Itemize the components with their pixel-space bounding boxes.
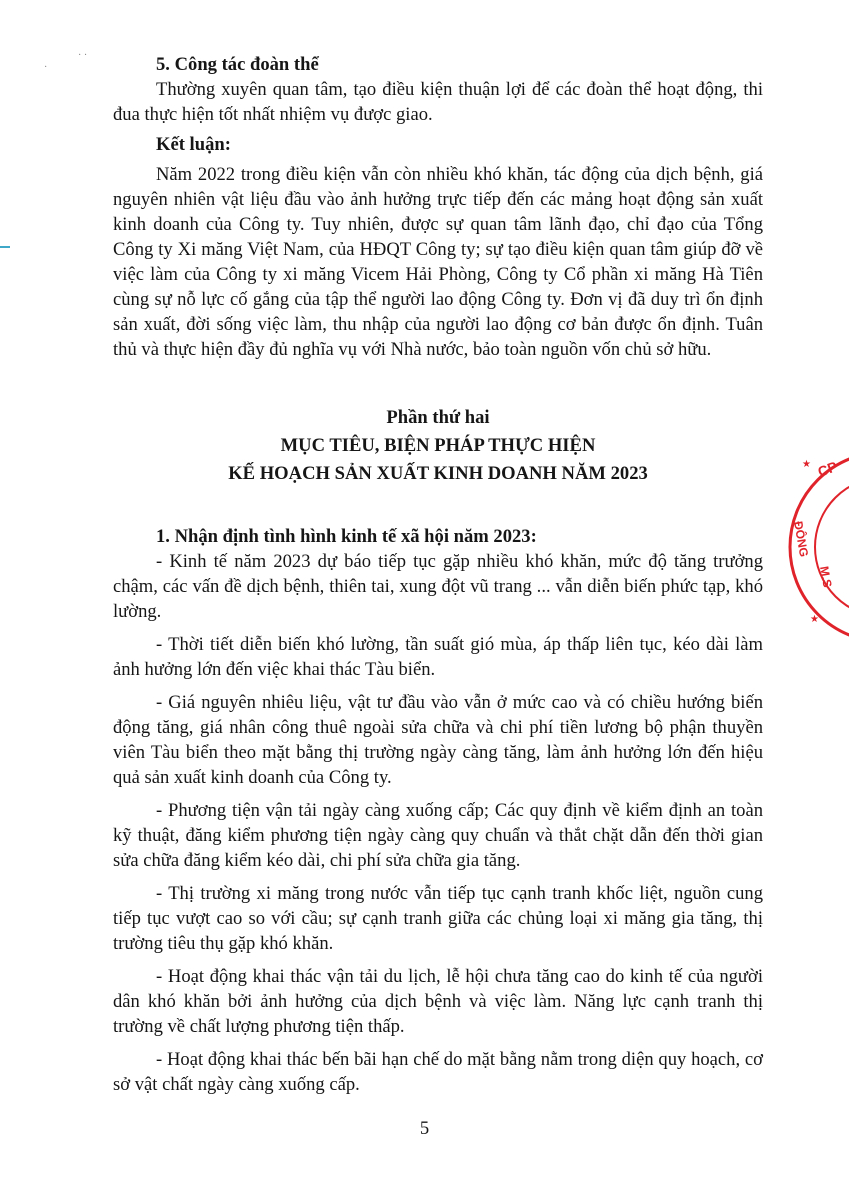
page-number: 5 (419, 1118, 430, 1139)
list-item: - Thời tiết diễn biến khó lường, tần suất gió mùa, áp thấp liên tục, kéo dài làm ảnh hưởng lớn đến việc khai thác Tàu biển. (113, 634, 763, 680)
list-item: - Thị trường xi măng trong nước vẫn tiếp tục cạnh tranh khốc liệt, nguồn cung tiếp tục vượt cao so với cầu; sự cạnh tranh giữa các chủng loại xi măng gia tăng, thị trường tiêu thụ gặp khó khăn. (113, 883, 763, 954)
stamp-star: ★ (802, 459, 811, 470)
part-two-label: Phần thứ hai (386, 407, 490, 428)
section-5-heading: 5. Công tác đoàn thể (156, 54, 319, 75)
page-content (113, 52, 763, 1097)
company-seal-stamp (780, 432, 849, 662)
scan-speck: · · (78, 50, 88, 61)
stamp-text-dong: ĐÔNG (791, 520, 812, 558)
part-two-title-line-2: KẾ HOẠCH SẢN XUẤT KINH DOANH NĂM 2023 (228, 463, 648, 484)
section-5-text: Thường xuyên quan tâm, tạo điều kiện thuận lợi để các đoàn thể hoạt động, thi đua thực hiện tốt nhất nhiệm vụ được giao. (113, 79, 763, 125)
list-item: - Hoạt động khai thác vận tải du lịch, lễ hội chưa tăng cao do kinh tế của người dân khó khăn bởi ảnh hưởng của dịch bệnh và việc làm. Năng lực cạnh tranh thị trường về chất lượng phương tiện thấp. (113, 966, 763, 1037)
section-1-heading: 1. Nhận định tình hình kinh tế xã hội năm 2023: (156, 526, 537, 547)
stamp-text-ms: M.S (817, 565, 835, 589)
stamp-star: ★ (810, 614, 819, 625)
list-item: - Kinh tế năm 2023 dự báo tiếp tục gặp nhiều khó khăn, mức độ tăng trưởng chậm, các vấn đề dịch bệnh, thiên tai, xung đột vũ trang ... vẫn diễn biến phức tạp, khó lường. (113, 551, 763, 622)
list-item: - Hoạt động khai thác bến bãi hạn chế do mặt bằng nằm trong diện quy hoạch, cơ sở vật chất ngày càng xuống cấp. (113, 1049, 763, 1095)
margin-mark (0, 246, 10, 248)
conclusion-heading: Kết luận: (156, 134, 231, 155)
stamp-inner-ring (815, 477, 849, 617)
part-two-title-block (113, 404, 763, 488)
list-item: - Giá nguyên nhiêu liệu, vật tư đầu vào vẫn ở mức cao và có chiều hướng biến động tăng, giá nhân công thuê ngoài sửa chữa và chi phí tiền lương bộ phận thuyền viên Tàu biển theo mặt bằng thị trường ngày càng tăng, làm ảnh hưởng lớn đến hiệu quả sản xuất kinh doanh của Công ty. (113, 692, 763, 788)
scan-speck: · (44, 62, 48, 73)
part-two-title-line-1: MỤC TIÊU, BIỆN PHÁP THỰC HIỆN (280, 435, 596, 456)
stamp-text-cp: CP (815, 458, 840, 480)
conclusion-text: Năm 2022 trong điều kiện vẫn còn nhiều khó khăn, tác động của dịch bệnh, giá nguyên nhiên vật liệu đầu vào ảnh hưởng trực tiếp đến các mảng hoạt động sản xuất kinh doanh của Công ty. Tuy nhiên, được sự quan tâm lãnh đạo, chỉ đạo của Tổng Công ty Xi măng Việt Nam, của HĐQT Công ty; sự tạo điều kiện quan tâm giúp đỡ về việc làm của Công ty xi măng Vicem Hải Phòng, Công ty Cổ phần xi măng Hà Tiên cùng sự nỗ lực cố gắng của tập thể người lao động Công ty. Đơn vị đã duy trì ổn định sản xuất, đời sống việc làm, thu nhập của người lao động cơ bản được ổn định. Tuân thủ và thực hiện đầy đủ nghĩa vụ với Nhà nước, bảo toàn nguồn vốn chủ sở hữu. (113, 164, 763, 360)
list-item: - Phương tiện vận tải ngày càng xuống cấp; Các quy định về kiểm định an toàn kỹ thuật, đăng kiểm phương tiện ngày càng quy chuẩn và thắt chặt dẫn đến thời gian sửa chữa đăng kiểm kéo dài, chi phí sửa chữa gia tăng. (113, 800, 763, 871)
